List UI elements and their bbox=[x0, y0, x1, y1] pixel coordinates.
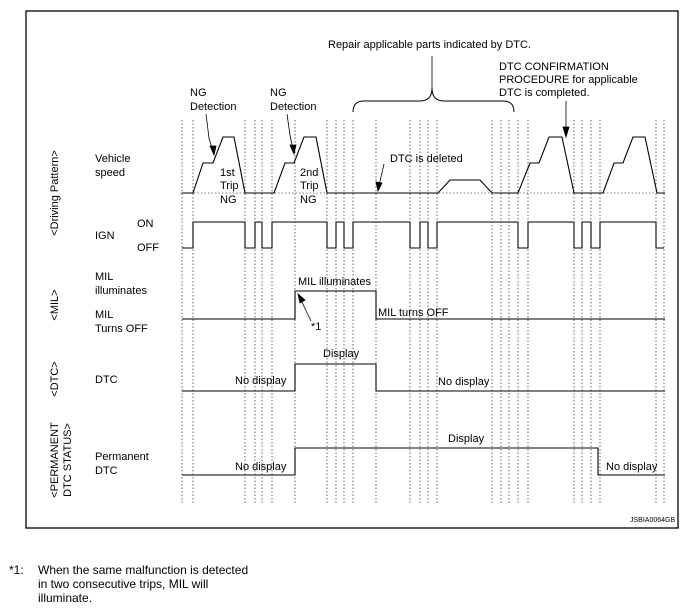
dtc-deleted-arrowhead bbox=[376, 182, 382, 191]
row-mil-off-line-2: Turns OFF bbox=[95, 323, 148, 335]
vehicle-speed-waveform bbox=[182, 137, 665, 193]
row-dtc: DTC bbox=[95, 374, 118, 386]
group-driving-pattern: <Driving Pattern> bbox=[49, 150, 61, 236]
ng-detection-1-label-b: Detection bbox=[190, 101, 237, 113]
dtc-no-display-label-1: No display bbox=[235, 375, 287, 387]
trip-2-label-c: NG bbox=[300, 194, 317, 206]
trip-1-label-a: 1st bbox=[220, 167, 235, 179]
ng-detection-2-label-a: NG bbox=[270, 87, 287, 99]
row-ign: IGN bbox=[95, 230, 115, 242]
row-mil-illuminates-line-1: MIL bbox=[95, 271, 114, 283]
dtc-deleted-label: DTC is deleted bbox=[390, 153, 463, 165]
trip-1-label-b: Trip bbox=[220, 180, 239, 192]
image-code: JSBIA0064GB bbox=[630, 517, 676, 524]
group-permanent-line-1: <PERMANENT bbox=[49, 422, 61, 498]
permanent-no-display-label-1: No display bbox=[235, 461, 287, 473]
row-ign-on: ON bbox=[137, 218, 154, 230]
row-mil-off-line-1: MIL bbox=[95, 309, 114, 321]
group-mil: <MIL> bbox=[49, 289, 61, 321]
ng-detection-2-label-b: Detection bbox=[270, 101, 317, 113]
repair-note: Repair applicable parts indicated by DTC. bbox=[328, 39, 531, 51]
footnote-text: When the same malfunction is detected in two consecutive trips, MIL will illuminate. bbox=[38, 563, 249, 605]
confirmation-note-line-1: DTC CONFIRMATION bbox=[499, 61, 609, 73]
confirmation-note-line-3: DTC is completed. bbox=[499, 87, 590, 99]
group-dtc: <DTC> bbox=[49, 361, 61, 397]
dtc-display-label: Display bbox=[323, 348, 360, 360]
row-permanent-line-2: DTC bbox=[95, 465, 118, 477]
mil-turns-off-label: MIL turns OFF bbox=[378, 307, 449, 319]
repair-period-brace bbox=[353, 88, 514, 112]
ng-detection-1-arrowhead bbox=[210, 146, 216, 155]
confirmation-arrowhead bbox=[563, 127, 569, 137]
row-mil-illuminates-line-2: illuminates bbox=[95, 285, 147, 297]
row-vehicle-speed-line-2: speed bbox=[95, 167, 125, 179]
dtc-no-display-label-2: No display bbox=[438, 376, 490, 388]
asterisk-arrowhead bbox=[298, 294, 305, 303]
permanent-no-display-label-2: No display bbox=[606, 461, 658, 473]
trip-2-label-a: 2nd bbox=[300, 167, 319, 179]
ng-detection-1-label-a: NG bbox=[190, 87, 207, 99]
footnote-key: *1: bbox=[9, 563, 24, 577]
ign-waveform bbox=[182, 222, 664, 248]
row-vehicle-speed-line-1: Vehicle bbox=[95, 153, 131, 165]
group-permanent-line-2: DTC STATUS> bbox=[62, 423, 74, 497]
permanent-display-label: Display bbox=[448, 433, 485, 445]
asterisk-label: *1 bbox=[311, 321, 322, 333]
trip-1-label-c: NG bbox=[220, 194, 237, 206]
mil-illuminates-label: MIL illuminates bbox=[298, 276, 371, 288]
row-ign-off: OFF bbox=[137, 242, 159, 254]
confirmation-note-line-2: PROCEDURE for applicable bbox=[499, 74, 638, 86]
row-permanent-line-1: Permanent bbox=[95, 451, 149, 463]
trip-2-label-b: Trip bbox=[300, 180, 319, 192]
